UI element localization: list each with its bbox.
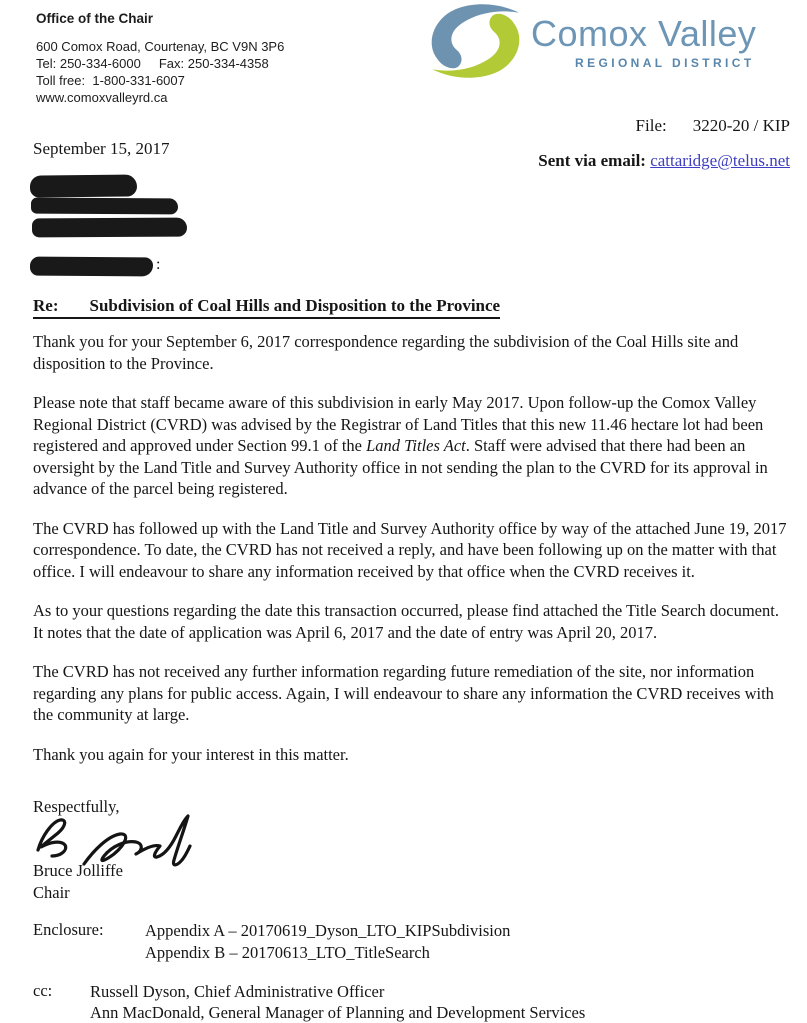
cvrd-logo: [428, 2, 756, 80]
paragraph-4: As to your questions regarding the date this transaction occurred, please find attached the Title Search document. It notes that the date of application was April 6, 2017 and the date of entry was April 20, 2017.: [33, 601, 779, 642]
file-reference: [636, 116, 790, 136]
subject-text: Subdivision of Coal Hills and Disposition to the Province: [89, 296, 501, 315]
salutation-colon: :: [156, 256, 161, 273]
sent-via-email-label: Sent via email:: [538, 151, 646, 170]
letterhead-office: Office of the Chair: [36, 11, 154, 26]
signer-title: Chair: [33, 883, 70, 902]
paragraph-6: Thank you again for your interest in this matter.: [33, 744, 349, 764]
paragraph-2-text: Please note that staff became aware of this subdivision in early May 2017. Upon follow-up the Comox Valley Regional District (CVRD) was advised by the Registrar of Land Titles that this new 11.46 hectare lot had been registered and approved under Section 99.1 of the: [33, 393, 764, 455]
subject-line: [33, 296, 500, 319]
cvrd-logo-name: Comox Valley: [531, 13, 757, 54]
file-label: File:: [635, 116, 667, 135]
enclosure-list: [145, 920, 510, 964]
cc-item: Russell Dyson, Chief Administrative Officer: [90, 982, 385, 1001]
enclosure-label: Enclosure:: [33, 920, 104, 939]
subject-label: Re:: [33, 296, 59, 315]
file-number: 3220-20 / KIP: [692, 116, 790, 135]
paragraph-1: Thank you for your September 6, 2017 correspondence regarding the subdivision of the Coal Hills site and disposition to the Province.: [33, 332, 739, 373]
paragraph-2: [33, 392, 790, 500]
cc-list: [90, 981, 585, 1023]
letterhead-website: www.comoxvalleyrd.ca: [36, 90, 168, 105]
letterhead-phone-fax: Tel: 250-334-6000 Fax: 250-334-4358: [36, 56, 269, 71]
valediction: Respectfully,: [33, 797, 120, 816]
enclosure-item: Appendix A – 20170619_Dyson_LTO_KIPSubdivision: [145, 921, 511, 940]
sent-via-email: [538, 151, 790, 171]
enclosure-item: Appendix B – 20170613_LTO_TitleSearch: [145, 943, 430, 962]
paragraph-3: The CVRD has followed up with the Land Title and Survey Authority office by way of the attached June 19, 2017 correspondence. To date, the CVRD has not received a reply, and have been following up on the matter with that office. I will endeavour to share any information received by that office when the CVRD receives it.: [33, 518, 787, 581]
letter-body: [33, 331, 790, 783]
letterhead: [36, 10, 284, 106]
cc-label: cc:: [33, 981, 53, 1000]
cc-item: Ann MacDonald, General Manager of Planning and Development Services: [90, 1003, 586, 1022]
cvrd-logo-mark-icon: [428, 2, 523, 80]
redaction-bar: [30, 174, 137, 197]
redaction-bar: [32, 218, 187, 238]
redaction-bar: [31, 198, 178, 215]
cvrd-logo-text: [531, 2, 756, 70]
letter-date: September 15, 2017: [33, 139, 170, 158]
recipient-email-link[interactable]: cattaridge@telus.net: [650, 151, 790, 170]
cvrd-logo-subtitle: REGIONAL DISTRICT: [575, 56, 755, 70]
signer-name: Bruce Jolliffe: [33, 861, 123, 880]
paragraph-2-italic-act-title: Land Titles Act: [366, 436, 466, 455]
paragraph-2-text-after: . Staff were advised that there had been an oversight by the Land Title and Survey Authority office in not sending the plan to the CVRD for its approval in advance of the parcel being registered.: [33, 436, 768, 498]
letterhead-address: 600 Comox Road, Courtenay, BC V9N 3P6: [36, 39, 285, 54]
letterhead-toll-free: Toll free: 1-800-331-6007: [36, 73, 185, 88]
redaction-bar-salutation: [30, 257, 153, 277]
paragraph-5: The CVRD has not received any further information regarding future remediation of the site, nor information regarding any plans for public access. Again, I will endeavour to share any information the CVRD receives with the community at large.: [33, 662, 774, 724]
